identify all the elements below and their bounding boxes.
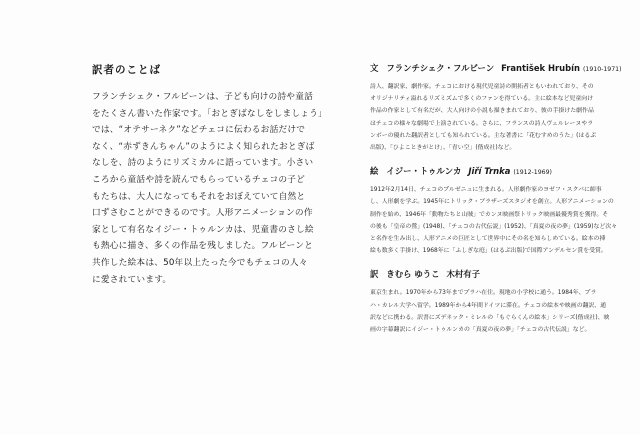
author-section — [370, 62, 622, 154]
role-label: 訳 — [370, 269, 379, 280]
illustrator-name: イジー・トゥルンカ — [386, 166, 462, 177]
role-label: 絵 — [370, 166, 379, 177]
translator-notes-body — [92, 89, 327, 288]
bio-line: し、人形劇を学ぶ。1945年にトリック・ブラザーズスタジオを創立。人形アニメーションの — [370, 199, 614, 206]
bio-line: 訳などに携わる。訳書にズデネック・ミレルの「もぐらくんの絵本」シリーズ(偕成社)、映 — [370, 314, 610, 321]
body-line: もたちは、大人になってもそれをおぼえていて自然と — [92, 191, 306, 202]
bio-line: の後も「皇帝の鶯」(1948)、「チェコの古代伝説」(1952)、「真夏の夜の夢」(1959)など次々 — [370, 223, 618, 230]
body-line: 家として有名なイジー・トゥルンカは、児童書のさし絵 — [92, 224, 314, 235]
author-years: (1910-1971) — [582, 66, 622, 73]
translator-bio — [370, 287, 610, 336]
bio-line: ンボーの優れた翻訳者としても知られている。主な著書に「花むすめのうた」(はるぷ — [370, 132, 597, 139]
bio-line: 作品の作家として有名だが、大人向けの小説も描きまれており、彼の手掛けた劇作品 — [370, 108, 594, 115]
body-line: フランチシェク・フルビーンは、子ども向けの詩や童話 — [92, 92, 313, 102]
illustrator-bio — [370, 184, 618, 257]
bio-line: 制作を始め、1946年「動物たちと山賊」でカンヌ映画祭トリック映画最優秀賞を獲得。そ — [370, 211, 609, 218]
body-line: に愛されています。 — [92, 274, 172, 285]
body-line: をたくさん書いた作家です。「おとぎばなしをしましょう」 — [92, 108, 327, 119]
translator-name: きむら ゆうこ — [386, 269, 440, 280]
bio-line: 東京生まれ。1970年から73年までプラハ在住。現地の小学校に通う。1984年、プラ — [370, 290, 597, 297]
role-label: 文 — [370, 63, 379, 73]
translator-kanji-name: 木村有子 — [446, 269, 481, 280]
bio-line: 1912年2月14日、チェコのプルゼニュに生まれる。人形劇作家のヨゼフ・スクパに師事 — [370, 187, 602, 194]
illustrator-years: (1912-1969) — [513, 169, 552, 177]
bio-line: 出版)、「ひよこときがとけ」、「青い空」(偕成社)など。 — [370, 145, 516, 152]
body-line: ころから童話や詩を読んでもらっているチェコの子ど — [92, 174, 306, 185]
contributors-column — [370, 62, 622, 347]
illustrator-heading — [370, 165, 606, 177]
body-line: 口ずさむことができるのです。人形アニメーションの作 — [92, 208, 313, 219]
bio-line: ハ・カレル大学へ留学。1989年から4年間ドイツに滞在。チェコの絵本や映画の翻訳、通 — [370, 302, 607, 309]
bio-line: と名作を生み出し、人形アニメの巨匠として世界中にその名を知らしめている。絵本の挿 — [370, 236, 606, 243]
body-line: なく、“赤ずきんちゃん”のようによく知られたおとぎば — [92, 141, 315, 152]
bio-line: 詩人、翻訳家、劇作家。チェコにおける現代児童詩の開拓者ともいわれており、その — [370, 84, 594, 90]
translator-section — [370, 268, 610, 336]
bio-line: 画の字幕翻訳にイジー・トゥルンカの「真夏の夜の夢」「チェコの古代伝説」など。 — [370, 327, 591, 334]
author-bio — [370, 81, 606, 154]
bio-line: はチェコの様々な劇場で上演されている。さらに、フランスの詩人ヴェルレーヌやラ — [370, 120, 594, 127]
body-line: では、“オテサーネク”などチェコに伝わるお話だけで — [92, 125, 306, 136]
translator-notes-heading: 訳者のことば — [92, 64, 161, 76]
illustrator-latin-name: Jiří Trnka — [468, 166, 511, 177]
translator-notes — [92, 62, 327, 288]
bio-line: 絵も数多く手掛け、1968年に「ふしぎな庭」(はるぷ出版)で国際アンデルセン賞を受賞。 — [370, 248, 607, 255]
illustrator-section — [370, 165, 618, 257]
author-heading — [370, 62, 622, 74]
body-line: なしを、詩のようにリズミカルに語っています。小さい — [92, 158, 314, 169]
bio-line: オリジナリティ溢れるリズミズムで多くのファンを得ている。主に絵本など児童向け — [370, 96, 594, 103]
body-line: 共作した絵本は、50年以上たった今でもチェコの人々 — [92, 257, 308, 268]
body-line: も熱心に描き、多くの作品を残しました。フルビーンと — [92, 241, 313, 252]
author-latin-name: František Hrubín — [501, 63, 580, 73]
author-name: フランチシェク・フルビーン — [386, 63, 495, 73]
translator-heading — [370, 268, 606, 280]
